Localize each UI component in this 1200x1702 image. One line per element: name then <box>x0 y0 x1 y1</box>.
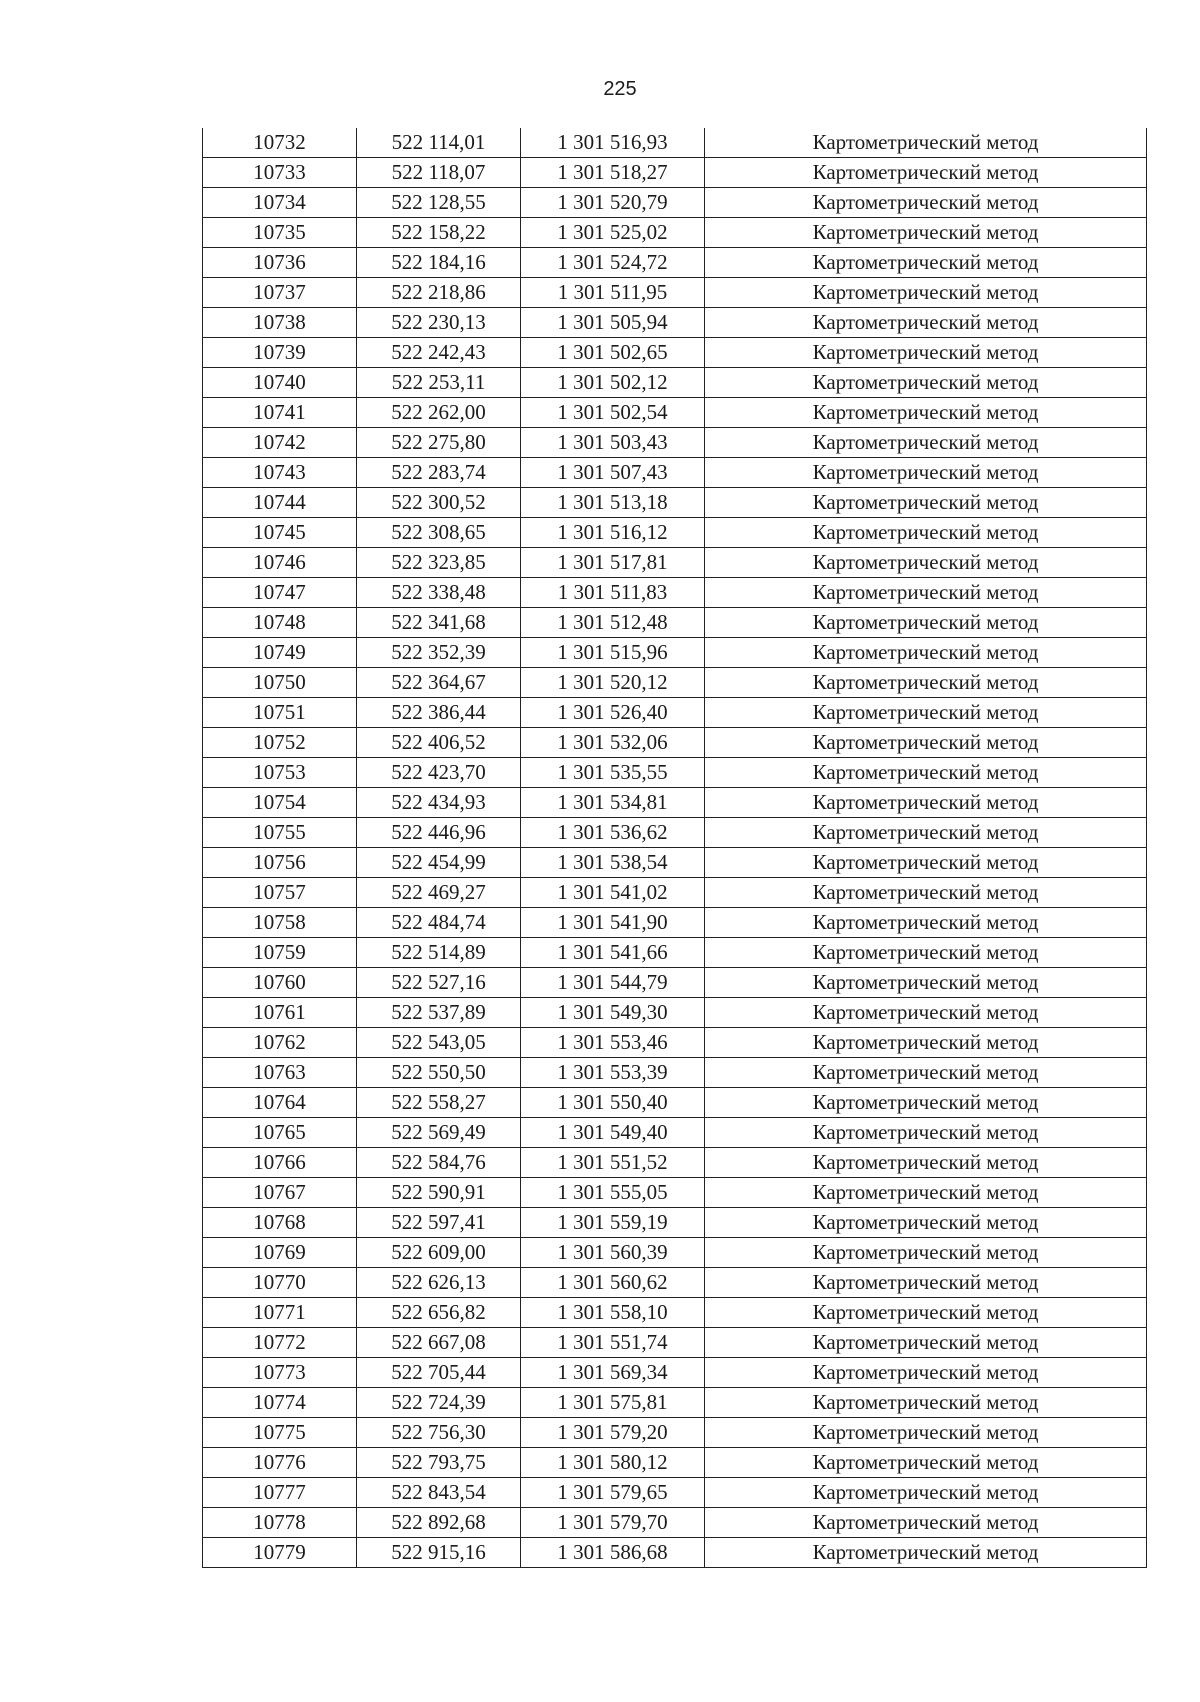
y-coordinate-cell: 1 301 512,48 <box>521 608 705 638</box>
x-coordinate-cell: 522 656,82 <box>357 1298 521 1328</box>
table-row <box>203 728 1147 758</box>
point-number-cell: 10771 <box>203 1298 357 1328</box>
x-coordinate-cell: 522 128,55 <box>357 188 521 218</box>
y-coordinate-cell: 1 301 550,40 <box>521 1088 705 1118</box>
table-row <box>203 188 1147 218</box>
method-cell: Картометрический метод <box>705 578 1147 608</box>
y-coordinate-cell: 1 301 580,12 <box>521 1448 705 1478</box>
point-number-cell: 10741 <box>203 398 357 428</box>
method-cell: Картометрический метод <box>705 668 1147 698</box>
method-cell: Картометрический метод <box>705 638 1147 668</box>
x-coordinate-cell: 522 469,27 <box>357 878 521 908</box>
point-number-cell: 10764 <box>203 1088 357 1118</box>
table-row <box>203 158 1147 188</box>
y-coordinate-cell: 1 301 513,18 <box>521 488 705 518</box>
y-coordinate-cell: 1 301 532,06 <box>521 728 705 758</box>
table-row <box>203 818 1147 848</box>
method-cell: Картометрический метод <box>705 338 1147 368</box>
x-coordinate-cell: 522 406,52 <box>357 728 521 758</box>
method-cell: Картометрический метод <box>705 1208 1147 1238</box>
y-coordinate-cell: 1 301 541,02 <box>521 878 705 908</box>
point-number-cell: 10736 <box>203 248 357 278</box>
y-coordinate-cell: 1 301 555,05 <box>521 1178 705 1208</box>
x-coordinate-cell: 522 352,39 <box>357 638 521 668</box>
x-coordinate-cell: 522 597,41 <box>357 1208 521 1238</box>
method-cell: Картометрический метод <box>705 1448 1147 1478</box>
point-number-cell: 10757 <box>203 878 357 908</box>
x-coordinate-cell: 522 756,30 <box>357 1418 521 1448</box>
x-coordinate-cell: 522 230,13 <box>357 308 521 338</box>
y-coordinate-cell: 1 301 538,54 <box>521 848 705 878</box>
table-row <box>203 278 1147 308</box>
method-cell: Картометрический метод <box>705 998 1147 1028</box>
x-coordinate-cell: 522 843,54 <box>357 1478 521 1508</box>
point-number-cell: 10742 <box>203 428 357 458</box>
table-row <box>203 338 1147 368</box>
y-coordinate-cell: 1 301 517,81 <box>521 548 705 578</box>
method-cell: Картометрический метод <box>705 608 1147 638</box>
y-coordinate-cell: 1 301 553,46 <box>521 1028 705 1058</box>
table-row <box>203 1178 1147 1208</box>
x-coordinate-cell: 522 386,44 <box>357 698 521 728</box>
table-row <box>203 638 1147 668</box>
method-cell: Картометрический метод <box>705 1118 1147 1148</box>
method-cell: Картометрический метод <box>705 1148 1147 1178</box>
y-coordinate-cell: 1 301 535,55 <box>521 758 705 788</box>
y-coordinate-cell: 1 301 575,81 <box>521 1388 705 1418</box>
point-number-cell: 10763 <box>203 1058 357 1088</box>
x-coordinate-cell: 522 434,93 <box>357 788 521 818</box>
point-number-cell: 10779 <box>203 1538 357 1568</box>
x-coordinate-cell: 522 892,68 <box>357 1508 521 1538</box>
table-row <box>203 308 1147 338</box>
y-coordinate-cell: 1 301 536,62 <box>521 818 705 848</box>
point-number-cell: 10772 <box>203 1328 357 1358</box>
method-cell: Картометрический метод <box>705 1058 1147 1088</box>
x-coordinate-cell: 522 184,16 <box>357 248 521 278</box>
x-coordinate-cell: 522 253,11 <box>357 368 521 398</box>
y-coordinate-cell: 1 301 549,40 <box>521 1118 705 1148</box>
method-cell: Картометрический метод <box>705 1178 1147 1208</box>
x-coordinate-cell: 522 527,16 <box>357 968 521 998</box>
point-number-cell: 10755 <box>203 818 357 848</box>
x-coordinate-cell: 522 114,01 <box>357 128 521 158</box>
table-row <box>203 1508 1147 1538</box>
method-cell: Картометрический метод <box>705 818 1147 848</box>
method-cell: Картометрический метод <box>705 1478 1147 1508</box>
point-number-cell: 10766 <box>203 1148 357 1178</box>
x-coordinate-cell: 522 446,96 <box>357 818 521 848</box>
method-cell: Картометрический метод <box>705 848 1147 878</box>
x-coordinate-cell: 522 275,80 <box>357 428 521 458</box>
y-coordinate-cell: 1 301 553,39 <box>521 1058 705 1088</box>
table-row <box>203 1118 1147 1148</box>
method-cell: Картометрический метод <box>705 1538 1147 1568</box>
table-row <box>203 1238 1147 1268</box>
x-coordinate-cell: 522 724,39 <box>357 1388 521 1418</box>
y-coordinate-cell: 1 301 559,19 <box>521 1208 705 1238</box>
table-row <box>203 848 1147 878</box>
table-row <box>203 1448 1147 1478</box>
method-cell: Картометрический метод <box>705 218 1147 248</box>
y-coordinate-cell: 1 301 558,10 <box>521 1298 705 1328</box>
point-number-cell: 10777 <box>203 1478 357 1508</box>
point-number-cell: 10762 <box>203 1028 357 1058</box>
x-coordinate-cell: 522 543,05 <box>357 1028 521 1058</box>
y-coordinate-cell: 1 301 524,72 <box>521 248 705 278</box>
x-coordinate-cell: 522 364,67 <box>357 668 521 698</box>
table-row <box>203 548 1147 578</box>
table-row <box>203 938 1147 968</box>
table-row <box>203 878 1147 908</box>
method-cell: Картометрический метод <box>705 878 1147 908</box>
point-number-cell: 10732 <box>203 128 357 158</box>
x-coordinate-cell: 522 283,74 <box>357 458 521 488</box>
method-cell: Картометрический метод <box>705 1298 1147 1328</box>
x-coordinate-cell: 522 118,07 <box>357 158 521 188</box>
x-coordinate-cell: 522 454,99 <box>357 848 521 878</box>
point-number-cell: 10743 <box>203 458 357 488</box>
method-cell: Картометрический метод <box>705 758 1147 788</box>
x-coordinate-cell: 522 590,91 <box>357 1178 521 1208</box>
x-coordinate-cell: 522 484,74 <box>357 908 521 938</box>
method-cell: Картометрический метод <box>705 968 1147 998</box>
table-row <box>203 788 1147 818</box>
table-row <box>203 398 1147 428</box>
x-coordinate-cell: 522 705,44 <box>357 1358 521 1388</box>
method-cell: Картометрический метод <box>705 1268 1147 1298</box>
y-coordinate-cell: 1 301 516,12 <box>521 518 705 548</box>
point-number-cell: 10740 <box>203 368 357 398</box>
x-coordinate-cell: 522 341,68 <box>357 608 521 638</box>
method-cell: Картометрический метод <box>705 548 1147 578</box>
y-coordinate-cell: 1 301 515,96 <box>521 638 705 668</box>
table-row <box>203 698 1147 728</box>
point-number-cell: 10756 <box>203 848 357 878</box>
y-coordinate-cell: 1 301 502,12 <box>521 368 705 398</box>
point-number-cell: 10739 <box>203 338 357 368</box>
y-coordinate-cell: 1 301 586,68 <box>521 1538 705 1568</box>
point-number-cell: 10778 <box>203 1508 357 1538</box>
table-row <box>203 1028 1147 1058</box>
y-coordinate-cell: 1 301 525,02 <box>521 218 705 248</box>
table-row <box>203 1358 1147 1388</box>
point-number-cell: 10745 <box>203 518 357 548</box>
method-cell: Картометрический метод <box>705 518 1147 548</box>
x-coordinate-cell: 522 793,75 <box>357 1448 521 1478</box>
method-cell: Картометрический метод <box>705 788 1147 818</box>
point-number-cell: 10767 <box>203 1178 357 1208</box>
y-coordinate-cell: 1 301 569,34 <box>521 1358 705 1388</box>
point-number-cell: 10765 <box>203 1118 357 1148</box>
y-coordinate-cell: 1 301 516,93 <box>521 128 705 158</box>
x-coordinate-cell: 522 308,65 <box>357 518 521 548</box>
y-coordinate-cell: 1 301 503,43 <box>521 428 705 458</box>
method-cell: Картометрический метод <box>705 128 1147 158</box>
method-cell: Картометрический метод <box>705 428 1147 458</box>
x-coordinate-cell: 522 626,13 <box>357 1268 521 1298</box>
point-number-cell: 10770 <box>203 1268 357 1298</box>
y-coordinate-cell: 1 301 526,40 <box>521 698 705 728</box>
point-number-cell: 10776 <box>203 1448 357 1478</box>
table-row <box>203 428 1147 458</box>
table-row <box>203 488 1147 518</box>
point-number-cell: 10774 <box>203 1388 357 1418</box>
x-coordinate-cell: 522 550,50 <box>357 1058 521 1088</box>
y-coordinate-cell: 1 301 502,54 <box>521 398 705 428</box>
method-cell: Картометрический метод <box>705 1028 1147 1058</box>
x-coordinate-cell: 522 558,27 <box>357 1088 521 1118</box>
point-number-cell: 10751 <box>203 698 357 728</box>
method-cell: Картометрический метод <box>705 158 1147 188</box>
point-number-cell: 10769 <box>203 1238 357 1268</box>
table-row <box>203 1538 1147 1568</box>
table-row <box>203 668 1147 698</box>
point-number-cell: 10738 <box>203 308 357 338</box>
method-cell: Картометрический метод <box>705 1088 1147 1118</box>
y-coordinate-cell: 1 301 518,27 <box>521 158 705 188</box>
y-coordinate-cell: 1 301 502,65 <box>521 338 705 368</box>
method-cell: Картометрический метод <box>705 308 1147 338</box>
y-coordinate-cell: 1 301 560,39 <box>521 1238 705 1268</box>
table-row <box>203 128 1147 158</box>
table-row <box>203 908 1147 938</box>
table-row <box>203 758 1147 788</box>
y-coordinate-cell: 1 301 520,79 <box>521 188 705 218</box>
y-coordinate-cell: 1 301 549,30 <box>521 998 705 1028</box>
table-row <box>203 368 1147 398</box>
table-row <box>203 1208 1147 1238</box>
point-number-cell: 10768 <box>203 1208 357 1238</box>
point-number-cell: 10752 <box>203 728 357 758</box>
table-row <box>203 1088 1147 1118</box>
table-row <box>203 1418 1147 1448</box>
y-coordinate-cell: 1 301 579,20 <box>521 1418 705 1448</box>
method-cell: Картометрический метод <box>705 488 1147 518</box>
x-coordinate-cell: 522 242,43 <box>357 338 521 368</box>
point-number-cell: 10744 <box>203 488 357 518</box>
point-number-cell: 10749 <box>203 638 357 668</box>
y-coordinate-cell: 1 301 511,83 <box>521 578 705 608</box>
table-row <box>203 1148 1147 1178</box>
y-coordinate-cell: 1 301 507,43 <box>521 458 705 488</box>
point-number-cell: 10754 <box>203 788 357 818</box>
point-number-cell: 10760 <box>203 968 357 998</box>
y-coordinate-cell: 1 301 579,70 <box>521 1508 705 1538</box>
y-coordinate-cell: 1 301 511,95 <box>521 278 705 308</box>
method-cell: Картометрический метод <box>705 278 1147 308</box>
point-number-cell: 10759 <box>203 938 357 968</box>
table-row <box>203 968 1147 998</box>
table-row <box>203 608 1147 638</box>
x-coordinate-cell: 522 609,00 <box>357 1238 521 1268</box>
y-coordinate-cell: 1 301 534,81 <box>521 788 705 818</box>
point-number-cell: 10735 <box>203 218 357 248</box>
x-coordinate-cell: 522 218,86 <box>357 278 521 308</box>
x-coordinate-cell: 522 423,70 <box>357 758 521 788</box>
method-cell: Картометрический метод <box>705 458 1147 488</box>
method-cell: Картометрический метод <box>705 398 1147 428</box>
table-row <box>203 1388 1147 1418</box>
point-number-cell: 10758 <box>203 908 357 938</box>
method-cell: Картометрический метод <box>705 1358 1147 1388</box>
y-coordinate-cell: 1 301 551,74 <box>521 1328 705 1358</box>
method-cell: Картометрический метод <box>705 698 1147 728</box>
table-row <box>203 1058 1147 1088</box>
x-coordinate-cell: 522 584,76 <box>357 1148 521 1178</box>
method-cell: Картометрический метод <box>705 248 1147 278</box>
x-coordinate-cell: 522 514,89 <box>357 938 521 968</box>
point-number-cell: 10750 <box>203 668 357 698</box>
table-row <box>203 518 1147 548</box>
table-row <box>203 578 1147 608</box>
y-coordinate-cell: 1 301 520,12 <box>521 668 705 698</box>
method-cell: Картометрический метод <box>705 188 1147 218</box>
point-number-cell: 10746 <box>203 548 357 578</box>
x-coordinate-cell: 522 537,89 <box>357 998 521 1028</box>
point-number-cell: 10761 <box>203 998 357 1028</box>
y-coordinate-cell: 1 301 541,90 <box>521 908 705 938</box>
point-number-cell: 10737 <box>203 278 357 308</box>
point-number-cell: 10775 <box>203 1418 357 1448</box>
point-number-cell: 10753 <box>203 758 357 788</box>
point-number-cell: 10748 <box>203 608 357 638</box>
y-coordinate-cell: 1 301 541,66 <box>521 938 705 968</box>
y-coordinate-cell: 1 301 505,94 <box>521 308 705 338</box>
table-row <box>203 1328 1147 1358</box>
table-row <box>203 458 1147 488</box>
table-row <box>203 998 1147 1028</box>
x-coordinate-cell: 522 300,52 <box>357 488 521 518</box>
y-coordinate-cell: 1 301 579,65 <box>521 1478 705 1508</box>
x-coordinate-cell: 522 915,16 <box>357 1538 521 1568</box>
coordinates-table-body <box>203 128 1147 1568</box>
x-coordinate-cell: 522 158,22 <box>357 218 521 248</box>
page-number: 225 <box>603 78 637 100</box>
y-coordinate-cell: 1 301 551,52 <box>521 1148 705 1178</box>
point-number-cell: 10747 <box>203 578 357 608</box>
method-cell: Картометрический метод <box>705 1238 1147 1268</box>
table-row <box>203 218 1147 248</box>
x-coordinate-cell: 522 667,08 <box>357 1328 521 1358</box>
table-row <box>203 1478 1147 1508</box>
x-coordinate-cell: 522 262,00 <box>357 398 521 428</box>
table-row <box>203 1268 1147 1298</box>
point-number-cell: 10734 <box>203 188 357 218</box>
method-cell: Картометрический метод <box>705 728 1147 758</box>
method-cell: Картометрический метод <box>705 368 1147 398</box>
x-coordinate-cell: 522 338,48 <box>357 578 521 608</box>
method-cell: Картометрический метод <box>705 1388 1147 1418</box>
y-coordinate-cell: 1 301 544,79 <box>521 968 705 998</box>
x-coordinate-cell: 522 323,85 <box>357 548 521 578</box>
method-cell: Картометрический метод <box>705 1328 1147 1358</box>
method-cell: Картометрический метод <box>705 1418 1147 1448</box>
method-cell: Картометрический метод <box>705 938 1147 968</box>
point-number-cell: 10773 <box>203 1358 357 1388</box>
x-coordinate-cell: 522 569,49 <box>357 1118 521 1148</box>
method-cell: Картометрический метод <box>705 908 1147 938</box>
table-row <box>203 248 1147 278</box>
y-coordinate-cell: 1 301 560,62 <box>521 1268 705 1298</box>
coordinates-table <box>202 128 1147 1568</box>
point-number-cell: 10733 <box>203 158 357 188</box>
method-cell: Картометрический метод <box>705 1508 1147 1538</box>
table-row <box>203 1298 1147 1328</box>
